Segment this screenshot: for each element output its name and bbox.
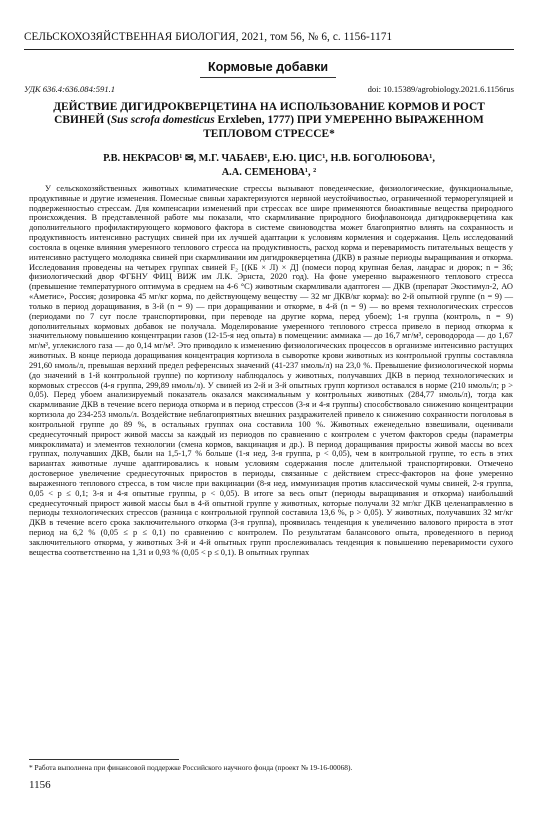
- authors-line-1: Р.В. НЕКРАСОВ¹ ✉, М.Г. ЧАБАЕВ¹, Е.Ю. ЦИС¹, Н.В. БОГОЛЮБОВА¹,: [103, 153, 435, 164]
- funding-footnote: * Работа выполнена при финансовой поддержке Российского научного фонда (проект № 19-16-00068).: [29, 763, 353, 772]
- abstract-text: У сельскохозяйственных животных климатические стрессы вызывают поведенческие, физиологические, функциональные, продуктивные и другие изменения. Помесные свиньи характеризуются нервной неустойчивостью, ограниченной терморегуляцией и подверженностью стрессам. Для компенсации изменений при стрессах все шире применяются биоактивные вещества природного происхождения. В представленной работе мы показали, что скармливание природного биофлавоноида дигидрокверцетина как дополнительного профилактирующего кормового фактора в системе свиноводства может благоприятно влиять на сохранность и продуктивность интенсивно растущих свиней при их лучшей адаптации к условиям кормления и содержания. Цель исследований состояла в оценке влияния умеренного теплового стресса на продуктивность, расход корма и переваримость питательных веществ у интенсивно растущего молодняка свиней при скармливании им дигидрокверцетина (ДКВ) в разные периоды выращивания и откорма. Исследования проведены на четырех группах свиней F₂ [(КБ × Л) × Д] (помеси пород крупная белая, ландрас и дюрок; n = 36; физиологический двор ФГБНУ ФИЦ ВИЖ им Л.К. Эрнста, 2020 год). На фоне умеренно выраженного теплового стресса (превышение температурного оптимума в среднем на 4-6 °С) животным скармливали адаптоген — ДКВ (препарат Экостимул-2, АО «Аметис», Россия; дозировка 45 мг/кг корма, по действующему веществу — 32 мг ДКВ/кг корма): во 2-й опытной группе (n = 9) — только в период доращивания, в 3-й (n = 9) — при доращивании и откорме, в 4-й (n = 9) — во время технологических стрессов (периодами по 7 сут после транспортировки, при переводе на другие корма, перед убоем); 1-я группа (контроль, n = 9) дополнительных кормовых добавок не получала. Моделирование умеренного теплового стресса привело в период откорма к значительному повышению концентрации газов (12-15-я нед опыта) в помещении: аммиака — до 16,7 мг/м³, сероводорода — до 1,67 мг/м³, углекислого газа — до 0,14 мг/м³. Это приводило к изменению физиологических процессов в организме интенсивно растущих животных. В конце периода доращивания концентрация кортизола в сыворотке крови животных из контрольной группы составляла 291,60 нмоль/л, превышая верхний предел референсных значений (41-237 нмоль/л) на 23,0 %. Превышение физиологической нормы (до значений в 1-й контрольной группе) по кортизолу наблюдалось у животных, получавших ДКВ в период технологических и кормовых стрессов (4-я группа, 299,89 нмоль/л). У свиней из 2-й и 3-й опытных групп кортизол оставался в норме (210 нмоль/л; p > 0,05). Перед убоем анализируемый показатель оказался максимальным у контрольных животных (284,77 нмоль/л), тогда как скармливание ДКВ в течение всего периода откорма и в период стрессов (3-я и 4-я группы) способствовало снижению концентрации кортизола до 234-253 нмоль/л. Воздействие неблагоприятных внешних раздражителей привело к снижению сохранности поголовья в контрольной группе до 89 %, в остальных группах она составила 100 %. Животных еженедельно взвешивали, оценивали среднесуточный прирост живой массы за каждый из периодов по сравнению с контролем с учетом факторов среды (параметры микроклимата) и элементов технологии (смена кормов, вакцинация и др.). В период доращивания приросты живой массы во всех группах, получавших ДКВ, были на 1,5-1,7 % больше (1-я нед, 3-я группа, p < 0,05), чем в контрольной группе, то есть в этих вариантах животные лучше адаптировались к новым условиям содержания после длительной транспортировки. Отмечено достоверное увеличение среднесуточных приростов в периоды, связанные с действием стресс-факторов на фоне умеренно выраженного теплового стресса, в том числе при вакцинации (8-я нед, иммунизация против классической чумы свиней, 2-я группа, 0,05 < p ≤ 0,1; 3-я и 4-я опытные группы, p < 0,05). В итоге за весь опыт (периоды выращивания и откорма) наибольший среднесуточный прирост живой массы был в 4-й опытной группе у животных, которые получали 32 мг/кг ДКВ целенаправленно в периоды технологических стрессов (разница с контрольной группой составила 13,6 %, p > 0,05). У животных, получавших 32 мг/кг ДКВ в течение всего срока заключительного откорма (3-я группа), проявилась тенденция к увеличению валового прироста в этот период на 6,2 % (0,05 ≤ p ≤ 0,1) по сравнению с контролем. По результатам балансового опыта, проведенного в период заключительного откорма, у животных 3-й и 4-й опытных групп прослеживалась тенденция к повышению переваримости сухого вещества соответственно на 1,31 и 0,93 % (0,05 < p ≤ 0,1). В опытных группах: [29, 183, 513, 557]
- authors-line-2: А.А. СЕМЕНОВА¹, ²: [221, 166, 317, 178]
- footnote-rule: [29, 759, 179, 760]
- section-title: Кормовые добавки: [207, 60, 329, 74]
- header-rule: [24, 49, 514, 50]
- udk-code: УДК 636.4:636.084:591.1: [24, 84, 116, 94]
- title-part-2: Erxleben, 1777) ПРИ УМЕРЕННО ВЫРАЖЕННОМ ТЕПЛОВОМ СТРЕССЕ*: [203, 114, 484, 140]
- section-rule: [200, 77, 336, 78]
- page-number: 1156: [29, 779, 51, 791]
- authors: [30, 152, 508, 179]
- journal-running-head: СЕЛЬСКОХОЗЯЙСТВЕННАЯ БИОЛОГИЯ, 2021, том 56, № 6, с. 1156-1171: [24, 31, 393, 43]
- doi-link[interactable]: doi: 10.15389/agrobiology.2021.6.1156rus: [367, 84, 514, 94]
- title-species: Sus scrofa domesticus: [110, 114, 215, 127]
- title-part-1: ДЕЙСТВИЕ ДИГИДРОКВЕРЦЕТИНА НА ИСПОЛЬЗОВАНИЕ КОРМОВ И РОСТ СВИНЕЙ (: [53, 101, 485, 127]
- abstract: [29, 184, 513, 557]
- article-title: [30, 101, 508, 141]
